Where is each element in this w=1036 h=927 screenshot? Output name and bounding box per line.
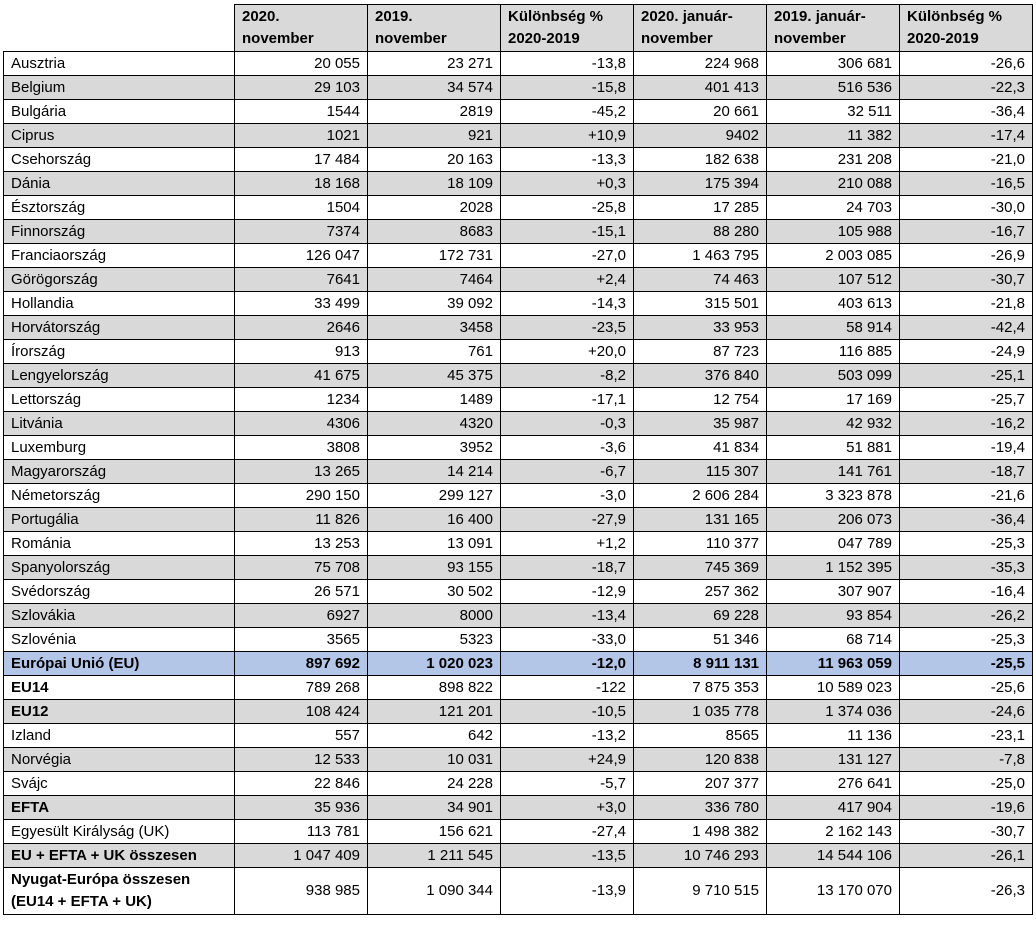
row-label: Svájc xyxy=(4,772,235,796)
table-row xyxy=(4,220,1033,244)
cell-2020-november: 17 484 xyxy=(235,148,368,172)
row-label: Portugália xyxy=(4,508,235,532)
row-label: Horvátország xyxy=(4,316,235,340)
cell-2020-jan-nov: 131 165 xyxy=(634,508,767,532)
cell-2020-november: 13 265 xyxy=(235,460,368,484)
cell-difference-monthly: -8,2 xyxy=(501,364,634,388)
table-row xyxy=(4,820,1033,844)
cell-difference-ytd: -26,1 xyxy=(900,844,1033,868)
cell-difference-ytd: -21,6 xyxy=(900,484,1033,508)
cell-2020-jan-nov: 1 463 795 xyxy=(634,244,767,268)
cell-2020-jan-nov: 257 362 xyxy=(634,580,767,604)
cell-2020-november: 1234 xyxy=(235,388,368,412)
cell-2019-jan-nov: 417 904 xyxy=(767,796,900,820)
cell-2020-jan-nov: 8 911 131 xyxy=(634,652,767,676)
cell-2019-november: 93 155 xyxy=(368,556,501,580)
cell-2020-november: 113 781 xyxy=(235,820,368,844)
cell-difference-ytd: -25,0 xyxy=(900,772,1033,796)
row-label: Egyesült Királyság (UK) xyxy=(4,820,235,844)
cell-difference-monthly: -15,1 xyxy=(501,220,634,244)
header-difference-ytd: Különbség % 2020-2019 xyxy=(900,5,1033,52)
cell-2020-jan-nov: 401 413 xyxy=(634,76,767,100)
cell-difference-monthly: -33,0 xyxy=(501,628,634,652)
table-row xyxy=(4,172,1033,196)
cell-2020-november: 290 150 xyxy=(235,484,368,508)
cell-difference-monthly: -13,3 xyxy=(501,148,634,172)
table-row xyxy=(4,436,1033,460)
cell-2020-november: 913 xyxy=(235,340,368,364)
cell-difference-monthly: -122 xyxy=(501,676,634,700)
row-label: EFTA xyxy=(4,796,235,820)
cell-2020-jan-nov: 87 723 xyxy=(634,340,767,364)
row-label: Dánia xyxy=(4,172,235,196)
cell-difference-monthly: -10,5 xyxy=(501,700,634,724)
cell-2019-jan-nov: 2 162 143 xyxy=(767,820,900,844)
cell-difference-ytd: -24,9 xyxy=(900,340,1033,364)
table-row xyxy=(4,532,1033,556)
cell-2019-november: 23 271 xyxy=(368,52,501,76)
cell-2019-november: 45 375 xyxy=(368,364,501,388)
cell-2019-november: 3458 xyxy=(368,316,501,340)
cell-difference-ytd: -16,2 xyxy=(900,412,1033,436)
cell-2019-november: 24 228 xyxy=(368,772,501,796)
cell-2019-jan-nov: 68 714 xyxy=(767,628,900,652)
cell-difference-monthly: -27,4 xyxy=(501,820,634,844)
table-row xyxy=(4,484,1033,508)
cell-difference-ytd: -30,0 xyxy=(900,196,1033,220)
cell-difference-monthly: +24,9 xyxy=(501,748,634,772)
cell-2020-november: 126 047 xyxy=(235,244,368,268)
cell-difference-monthly: +10,9 xyxy=(501,124,634,148)
cell-2020-jan-nov: 175 394 xyxy=(634,172,767,196)
row-label: Szlovákia xyxy=(4,604,235,628)
cell-2019-jan-nov: 93 854 xyxy=(767,604,900,628)
cell-2020-november: 7374 xyxy=(235,220,368,244)
cell-difference-ytd: -36,4 xyxy=(900,508,1033,532)
row-label: Románia xyxy=(4,532,235,556)
cell-2020-jan-nov: 8565 xyxy=(634,724,767,748)
row-label: Svédország xyxy=(4,580,235,604)
row-label: Ciprus xyxy=(4,124,235,148)
cell-difference-ytd: -16,5 xyxy=(900,172,1033,196)
cell-2019-november: 8000 xyxy=(368,604,501,628)
cell-difference-monthly: -18,7 xyxy=(501,556,634,580)
cell-difference-monthly: -23,5 xyxy=(501,316,634,340)
cell-2019-jan-nov: 10 589 023 xyxy=(767,676,900,700)
table-row xyxy=(4,52,1033,76)
cell-2019-jan-nov: 105 988 xyxy=(767,220,900,244)
table-row xyxy=(4,700,1033,724)
cell-difference-monthly: -25,8 xyxy=(501,196,634,220)
row-label: EU12 xyxy=(4,700,235,724)
cell-2019-jan-nov: 210 088 xyxy=(767,172,900,196)
cell-2019-november: 121 201 xyxy=(368,700,501,724)
cell-2019-jan-nov: 047 789 xyxy=(767,532,900,556)
cell-2020-november: 18 168 xyxy=(235,172,368,196)
header-2020-jan-nov: 2020. január- november xyxy=(634,5,767,52)
cell-2019-november: 921 xyxy=(368,124,501,148)
table-row xyxy=(4,196,1033,220)
cell-2020-jan-nov: 2 606 284 xyxy=(634,484,767,508)
row-label: Nyugat-Európa összesen (EU14 + EFTA + UK) xyxy=(4,868,235,915)
cell-difference-ytd: -21,8 xyxy=(900,292,1033,316)
cell-2020-november: 108 424 xyxy=(235,700,368,724)
cell-difference-monthly: -12,0 xyxy=(501,652,634,676)
row-label: Hollandia xyxy=(4,292,235,316)
cell-difference-monthly: -45,2 xyxy=(501,100,634,124)
cell-2019-november: 8683 xyxy=(368,220,501,244)
cell-2020-november: 13 253 xyxy=(235,532,368,556)
cell-2019-november: 30 502 xyxy=(368,580,501,604)
cell-2020-november: 1021 xyxy=(235,124,368,148)
cell-2019-jan-nov: 17 169 xyxy=(767,388,900,412)
cell-difference-monthly: -3,6 xyxy=(501,436,634,460)
cell-2019-november: 34 901 xyxy=(368,796,501,820)
cell-2020-jan-nov: 207 377 xyxy=(634,772,767,796)
cell-2019-november: 4320 xyxy=(368,412,501,436)
cell-2019-jan-nov: 11 963 059 xyxy=(767,652,900,676)
cell-2020-november: 11 826 xyxy=(235,508,368,532)
row-label: Írország xyxy=(4,340,235,364)
cell-difference-monthly: -13,8 xyxy=(501,52,634,76)
cell-2020-jan-nov: 745 369 xyxy=(634,556,767,580)
table-row xyxy=(4,388,1033,412)
cell-difference-monthly: +0,3 xyxy=(501,172,634,196)
cell-difference-monthly: +2,4 xyxy=(501,268,634,292)
row-label: Görögország xyxy=(4,268,235,292)
row-label: Belgium xyxy=(4,76,235,100)
cell-2019-november: 2819 xyxy=(368,100,501,124)
cell-2020-november: 26 571 xyxy=(235,580,368,604)
cell-2019-november: 34 574 xyxy=(368,76,501,100)
cell-difference-monthly: +20,0 xyxy=(501,340,634,364)
header-2019-november: 2019. november xyxy=(368,5,501,52)
cell-difference-monthly: -12,9 xyxy=(501,580,634,604)
cell-2019-november: 898 822 xyxy=(368,676,501,700)
cell-difference-monthly: -13,9 xyxy=(501,868,634,915)
cell-2020-november: 557 xyxy=(235,724,368,748)
cell-difference-monthly: -17,1 xyxy=(501,388,634,412)
table-row xyxy=(4,316,1033,340)
cell-difference-monthly: +1,2 xyxy=(501,532,634,556)
cell-2020-november: 33 499 xyxy=(235,292,368,316)
cell-2019-november: 2028 xyxy=(368,196,501,220)
cell-2019-jan-nov: 503 099 xyxy=(767,364,900,388)
cell-2019-jan-nov: 307 907 xyxy=(767,580,900,604)
cell-2020-jan-nov: 115 307 xyxy=(634,460,767,484)
cell-2020-november: 4306 xyxy=(235,412,368,436)
cell-2019-jan-nov: 231 208 xyxy=(767,148,900,172)
cell-2020-jan-nov: 224 968 xyxy=(634,52,767,76)
cell-2020-jan-nov: 120 838 xyxy=(634,748,767,772)
cell-difference-ytd: -25,6 xyxy=(900,676,1033,700)
cell-difference-monthly: -6,7 xyxy=(501,460,634,484)
cell-difference-ytd: -7,8 xyxy=(900,748,1033,772)
table-row xyxy=(4,844,1033,868)
table-row xyxy=(4,292,1033,316)
table-row xyxy=(4,748,1033,772)
table-row xyxy=(4,796,1033,820)
cell-2020-jan-nov: 12 754 xyxy=(634,388,767,412)
cell-2019-november: 39 092 xyxy=(368,292,501,316)
cell-2020-jan-nov: 69 228 xyxy=(634,604,767,628)
cell-2019-november: 13 091 xyxy=(368,532,501,556)
table-row xyxy=(4,628,1033,652)
cell-2020-jan-nov: 315 501 xyxy=(634,292,767,316)
row-label: Ausztria xyxy=(4,52,235,76)
cell-2020-jan-nov: 51 346 xyxy=(634,628,767,652)
cell-2020-jan-nov: 9 710 515 xyxy=(634,868,767,915)
cell-2020-jan-nov: 88 280 xyxy=(634,220,767,244)
cell-difference-ytd: -26,2 xyxy=(900,604,1033,628)
cell-difference-monthly: -14,3 xyxy=(501,292,634,316)
header-row xyxy=(4,5,1033,52)
cell-difference-ytd: -35,3 xyxy=(900,556,1033,580)
cell-difference-monthly: -27,0 xyxy=(501,244,634,268)
cell-2020-november: 20 055 xyxy=(235,52,368,76)
cell-2020-jan-nov: 1 035 778 xyxy=(634,700,767,724)
cell-2020-jan-nov: 376 840 xyxy=(634,364,767,388)
cell-2019-jan-nov: 11 136 xyxy=(767,724,900,748)
cell-difference-ytd: -25,5 xyxy=(900,652,1033,676)
cell-difference-ytd: -25,7 xyxy=(900,388,1033,412)
cell-2020-november: 35 936 xyxy=(235,796,368,820)
cell-difference-ytd: -16,7 xyxy=(900,220,1033,244)
cell-difference-ytd: -21,0 xyxy=(900,148,1033,172)
cell-2020-jan-nov: 182 638 xyxy=(634,148,767,172)
cell-difference-ytd: -25,1 xyxy=(900,364,1033,388)
cell-2019-jan-nov: 116 885 xyxy=(767,340,900,364)
table-row xyxy=(4,340,1033,364)
cell-2019-jan-nov: 276 641 xyxy=(767,772,900,796)
cell-2019-november: 5323 xyxy=(368,628,501,652)
row-label: Luxemburg xyxy=(4,436,235,460)
table-row xyxy=(4,724,1033,748)
row-label: Csehország xyxy=(4,148,235,172)
row-label: Bulgária xyxy=(4,100,235,124)
cell-2019-november: 10 031 xyxy=(368,748,501,772)
cell-2020-november: 1544 xyxy=(235,100,368,124)
table-row xyxy=(4,100,1033,124)
cell-2019-november: 20 163 xyxy=(368,148,501,172)
cell-difference-ytd: -25,3 xyxy=(900,532,1033,556)
cell-difference-monthly: -15,8 xyxy=(501,76,634,100)
cell-difference-monthly: -3,0 xyxy=(501,484,634,508)
cell-difference-ytd: -16,4 xyxy=(900,580,1033,604)
cell-2019-november: 156 621 xyxy=(368,820,501,844)
cell-2019-jan-nov: 2 003 085 xyxy=(767,244,900,268)
cell-2020-jan-nov: 9402 xyxy=(634,124,767,148)
row-label: Európai Unió (EU) xyxy=(4,652,235,676)
cell-2020-november: 12 533 xyxy=(235,748,368,772)
cell-2019-november: 3952 xyxy=(368,436,501,460)
table-row xyxy=(4,868,1033,915)
cell-2019-november: 1 020 023 xyxy=(368,652,501,676)
row-label: EU14 xyxy=(4,676,235,700)
cell-2020-november: 6927 xyxy=(235,604,368,628)
table-row xyxy=(4,460,1033,484)
cell-2020-jan-nov: 7 875 353 xyxy=(634,676,767,700)
cell-2019-november: 7464 xyxy=(368,268,501,292)
row-label: Lettország xyxy=(4,388,235,412)
header-2019-jan-nov: 2019. január- november xyxy=(767,5,900,52)
cell-2019-november: 16 400 xyxy=(368,508,501,532)
cell-2020-november: 897 692 xyxy=(235,652,368,676)
cell-2019-jan-nov: 1 152 395 xyxy=(767,556,900,580)
cell-2020-november: 41 675 xyxy=(235,364,368,388)
cell-difference-ytd: -42,4 xyxy=(900,316,1033,340)
cell-difference-ytd: -26,6 xyxy=(900,52,1033,76)
cell-difference-ytd: -19,6 xyxy=(900,796,1033,820)
cell-difference-ytd: -18,7 xyxy=(900,460,1033,484)
cell-2020-november: 3565 xyxy=(235,628,368,652)
row-label: Magyarország xyxy=(4,460,235,484)
table-row xyxy=(4,652,1033,676)
cell-difference-monthly: -5,7 xyxy=(501,772,634,796)
cell-2019-jan-nov: 107 512 xyxy=(767,268,900,292)
statistics-table-container xyxy=(3,4,1033,915)
cell-2019-jan-nov: 516 536 xyxy=(767,76,900,100)
cell-difference-ytd: -17,4 xyxy=(900,124,1033,148)
cell-2019-jan-nov: 13 170 070 xyxy=(767,868,900,915)
cell-2019-jan-nov: 24 703 xyxy=(767,196,900,220)
cell-2019-jan-nov: 306 681 xyxy=(767,52,900,76)
row-label: Franciaország xyxy=(4,244,235,268)
cell-2019-november: 1 090 344 xyxy=(368,868,501,915)
cell-2020-november: 3808 xyxy=(235,436,368,460)
cell-2020-november: 1504 xyxy=(235,196,368,220)
cell-difference-monthly: -27,9 xyxy=(501,508,634,532)
cell-2019-jan-nov: 42 932 xyxy=(767,412,900,436)
cell-2019-november: 172 731 xyxy=(368,244,501,268)
cell-2019-jan-nov: 1 374 036 xyxy=(767,700,900,724)
cell-2020-jan-nov: 74 463 xyxy=(634,268,767,292)
cell-2019-jan-nov: 51 881 xyxy=(767,436,900,460)
cell-2020-jan-nov: 41 834 xyxy=(634,436,767,460)
cell-difference-ytd: -30,7 xyxy=(900,268,1033,292)
table-row xyxy=(4,364,1033,388)
cell-2020-november: 29 103 xyxy=(235,76,368,100)
table-row xyxy=(4,772,1033,796)
row-label: Németország xyxy=(4,484,235,508)
table-row xyxy=(4,268,1033,292)
cell-2019-jan-nov: 141 761 xyxy=(767,460,900,484)
cell-2019-november: 761 xyxy=(368,340,501,364)
row-label: Észtország xyxy=(4,196,235,220)
cell-2019-november: 642 xyxy=(368,724,501,748)
cell-2020-jan-nov: 35 987 xyxy=(634,412,767,436)
cell-2020-jan-nov: 10 746 293 xyxy=(634,844,767,868)
row-label: Lengyelország xyxy=(4,364,235,388)
cell-2019-november: 14 214 xyxy=(368,460,501,484)
row-label: Finnország xyxy=(4,220,235,244)
cell-difference-ytd: -23,1 xyxy=(900,724,1033,748)
table-row xyxy=(4,244,1033,268)
cell-2020-jan-nov: 110 377 xyxy=(634,532,767,556)
cell-2019-november: 1489 xyxy=(368,388,501,412)
row-label: EU + EFTA + UK összesen xyxy=(4,844,235,868)
header-difference-monthly: Különbség % 2020-2019 xyxy=(501,5,634,52)
cell-2020-november: 938 985 xyxy=(235,868,368,915)
cell-2019-jan-nov: 11 382 xyxy=(767,124,900,148)
row-label: Szlovénia xyxy=(4,628,235,652)
cell-2019-november: 18 109 xyxy=(368,172,501,196)
cell-2020-jan-nov: 20 661 xyxy=(634,100,767,124)
cell-difference-ytd: -26,9 xyxy=(900,244,1033,268)
cell-2020-november: 75 708 xyxy=(235,556,368,580)
table-row xyxy=(4,412,1033,436)
cell-difference-ytd: -36,4 xyxy=(900,100,1033,124)
cell-difference-monthly: +3,0 xyxy=(501,796,634,820)
cell-difference-monthly: -13,5 xyxy=(501,844,634,868)
cell-difference-monthly: -0,3 xyxy=(501,412,634,436)
table-row xyxy=(4,76,1033,100)
cell-2019-jan-nov: 58 914 xyxy=(767,316,900,340)
cell-difference-ytd: -22,3 xyxy=(900,76,1033,100)
row-label: Litvánia xyxy=(4,412,235,436)
cell-difference-ytd: -26,3 xyxy=(900,868,1033,915)
cell-difference-ytd: -25,3 xyxy=(900,628,1033,652)
cell-difference-monthly: -13,2 xyxy=(501,724,634,748)
table-row xyxy=(4,508,1033,532)
cell-2020-jan-nov: 336 780 xyxy=(634,796,767,820)
cell-2019-jan-nov: 131 127 xyxy=(767,748,900,772)
cell-2020-jan-nov: 33 953 xyxy=(634,316,767,340)
cell-2019-jan-nov: 32 511 xyxy=(767,100,900,124)
car-registration-table xyxy=(3,4,1033,915)
cell-2020-november: 7641 xyxy=(235,268,368,292)
cell-2020-november: 2646 xyxy=(235,316,368,340)
table-row xyxy=(4,604,1033,628)
row-label: Spanyolország xyxy=(4,556,235,580)
cell-2020-jan-nov: 17 285 xyxy=(634,196,767,220)
cell-2020-november: 1 047 409 xyxy=(235,844,368,868)
cell-2020-jan-nov: 1 498 382 xyxy=(634,820,767,844)
table-row xyxy=(4,580,1033,604)
cell-2020-november: 789 268 xyxy=(235,676,368,700)
cell-2019-jan-nov: 14 544 106 xyxy=(767,844,900,868)
cell-2019-jan-nov: 403 613 xyxy=(767,292,900,316)
cell-2019-jan-nov: 3 323 878 xyxy=(767,484,900,508)
table-row xyxy=(4,148,1033,172)
table-row xyxy=(4,556,1033,580)
cell-difference-monthly: -13,4 xyxy=(501,604,634,628)
cell-2019-jan-nov: 206 073 xyxy=(767,508,900,532)
header-corner-cell xyxy=(4,5,235,52)
cell-2019-november: 1 211 545 xyxy=(368,844,501,868)
table-row xyxy=(4,676,1033,700)
cell-2019-november: 299 127 xyxy=(368,484,501,508)
cell-difference-ytd: -24,6 xyxy=(900,700,1033,724)
cell-difference-ytd: -30,7 xyxy=(900,820,1033,844)
header-2020-november: 2020. november xyxy=(235,5,368,52)
cell-difference-ytd: -19,4 xyxy=(900,436,1033,460)
table-row xyxy=(4,124,1033,148)
row-label: Izland xyxy=(4,724,235,748)
row-label: Norvégia xyxy=(4,748,235,772)
cell-2020-november: 22 846 xyxy=(235,772,368,796)
